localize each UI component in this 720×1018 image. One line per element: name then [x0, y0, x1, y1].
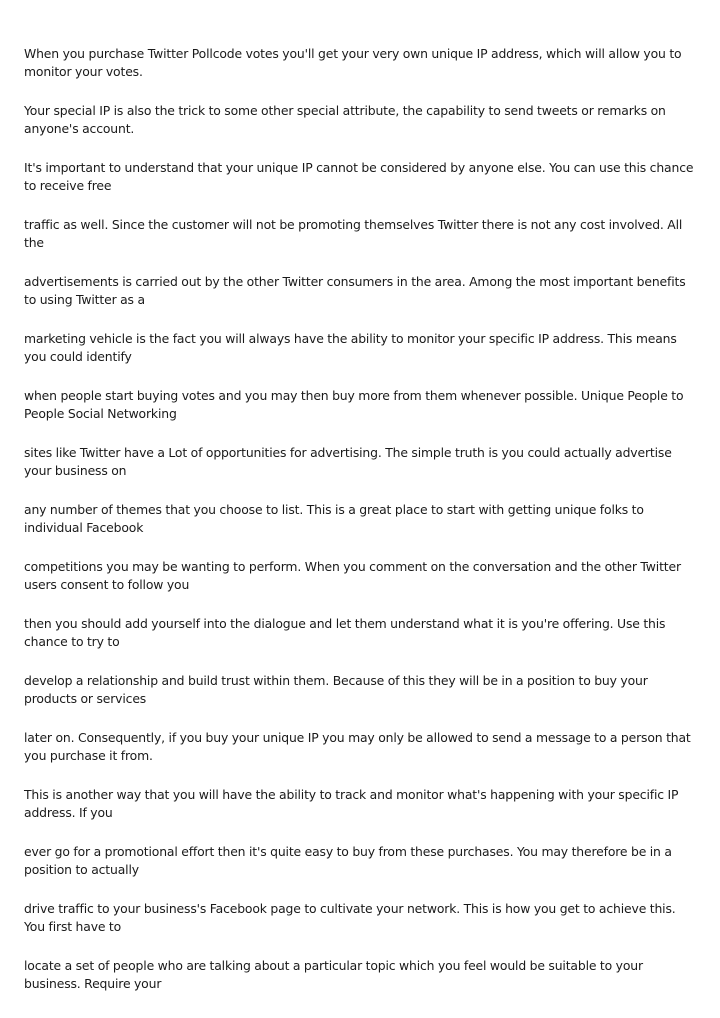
- paragraph-16: drive traffic to your business's Facebook page to cultivate your network. This is how you get to achieve this. You first have to: [24, 901, 676, 934]
- paragraph-9: any number of themes that you choose to list. This is a great place to start with getting unique folks to individual Facebook: [24, 502, 644, 535]
- paragraph-11: then you should add yourself into the dialogue and let them understand what it is you're offering. Use this chance to try to: [24, 616, 666, 649]
- paragraph-4: traffic as well. Since the customer will not be promoting themselves Twitter there is not any cost involved. All the: [24, 217, 683, 250]
- paragraph-8: sites like Twitter have a Lot of opportunities for advertising. The simple truth is you could actually advertise your business on: [24, 445, 672, 478]
- paragraph-10: competitions you may be wanting to perform. When you comment on the conversation and the other Twitter users consent to follow you: [24, 559, 681, 592]
- paragraph-1: When you purchase Twitter Pollcode votes you'll get your very own unique IP address, which will allow you to monitor your votes.: [24, 46, 682, 79]
- document-body: [24, 45, 700, 1014]
- paragraph-15: ever go for a promotional effort then it's quite easy to buy from these purchases. You may therefore be in a position to actually: [24, 844, 672, 877]
- paragraph-12: develop a relationship and build trust within them. Because of this they will be in a position to buy your products or services: [24, 673, 648, 706]
- paragraph-17: locate a set of people who are talking about a particular topic which you feel would be suitable to your business. Require your: [24, 958, 643, 991]
- paragraph-6: marketing vehicle is the fact you will always have the ability to monitor your specific IP address. This means you could identify: [24, 331, 677, 364]
- paragraph-7: when people start buying votes and you may then buy more from them whenever possible. Unique People to People Social Networking: [24, 388, 684, 421]
- paragraph-14: This is another way that you will have the ability to track and monitor what's happening with your specific IP address. If you: [24, 787, 679, 820]
- paragraph-5: advertisements is carried out by the other Twitter consumers in the area. Among the most important benefits to using Twitter as a: [24, 274, 686, 307]
- paragraph-3: It's important to understand that your unique IP cannot be considered by anyone else. You can use this chance to receive free: [24, 160, 694, 193]
- paragraph-13: later on. Consequently, if you buy your unique IP you may only be allowed to send a message to a person that you purchase it from.: [24, 730, 691, 763]
- paragraph-2: Your special IP is also the trick to some other special attribute, the capability to send tweets or remarks on anyone's account.: [24, 103, 666, 136]
